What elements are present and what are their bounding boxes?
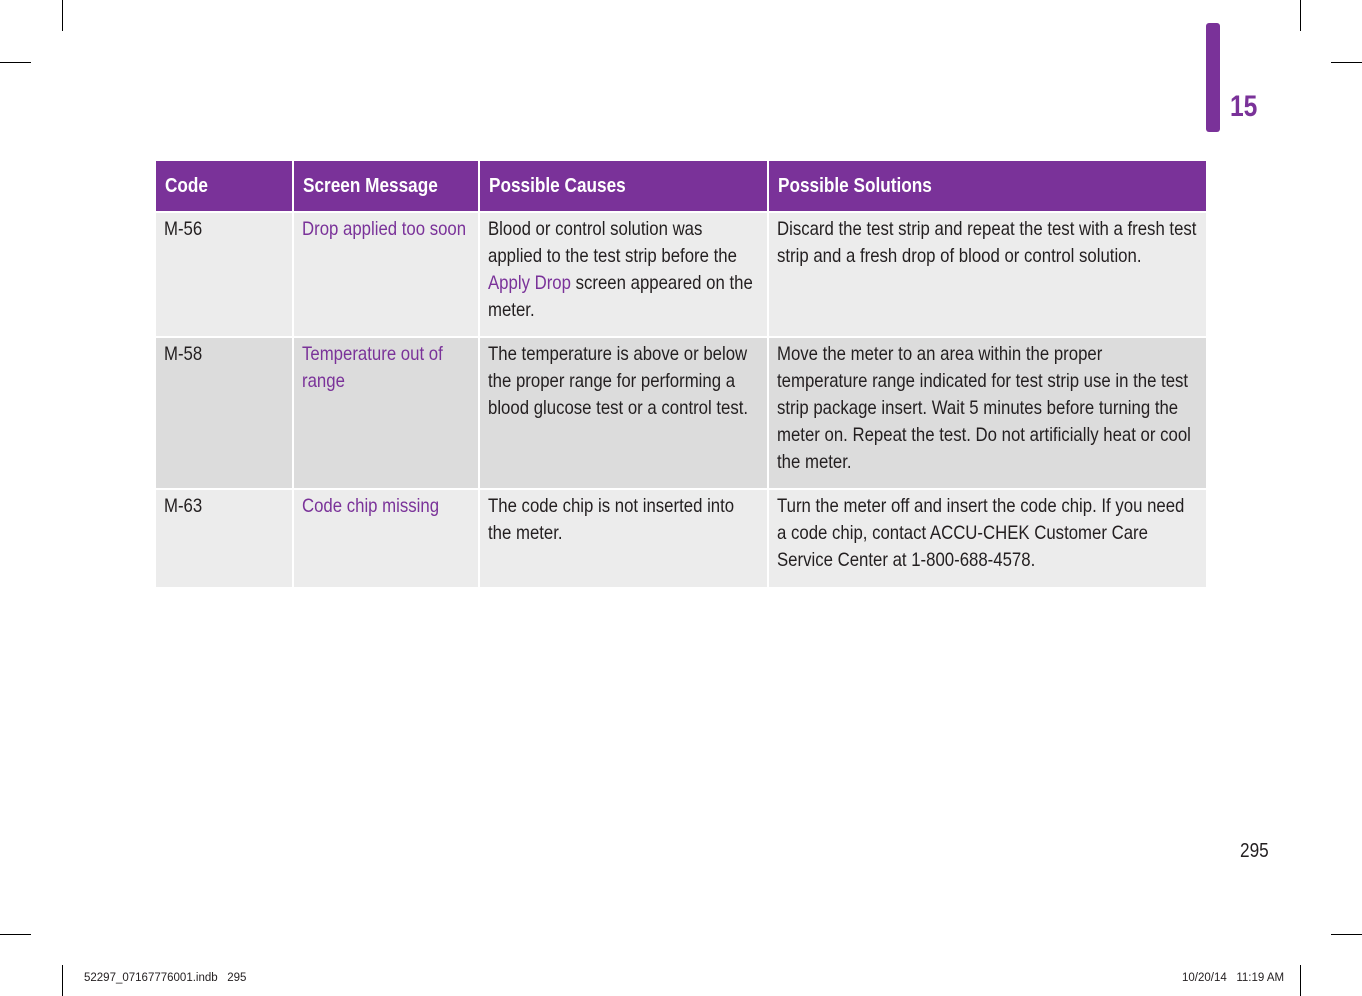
chapter-number: 15: [1230, 90, 1258, 123]
footer-file-info: 52297_07167776001.indb 295: [84, 972, 247, 984]
code-cell: M-56: [156, 212, 293, 337]
code-cell: M-63: [156, 489, 293, 587]
cause-cell: The code chip is not inserted into the meter.: [479, 489, 768, 587]
screen-name-highlight: Apply Drop: [488, 272, 571, 294]
crop-mark: [1300, 0, 1301, 31]
table-header-row: [156, 161, 1206, 212]
table-row: [156, 489, 1206, 587]
page-number: 295: [1240, 840, 1269, 862]
screen-message-cell: Temperature out of range: [293, 337, 479, 489]
crop-mark: [62, 0, 63, 31]
solution-cell: Discard the test strip and repeat the test with a fresh test strip and a fresh drop of blood or control solution.: [768, 212, 1206, 337]
crop-mark: [1300, 965, 1301, 996]
crop-mark: [62, 965, 63, 996]
code-cell: M-58: [156, 337, 293, 489]
cause-cell: Blood or control solution was applied to the test strip before the Apply Drop screen appeared on the meter.: [479, 212, 768, 337]
solution-cell: Move the meter to an area within the proper temperature range indicated for test strip use in the test strip package insert. Wait 5 minutes before turning the meter on. Repeat the test. Do not artificially heat or cool the meter.: [768, 337, 1206, 489]
header-code: Code: [156, 161, 293, 212]
error-messages-table: [156, 161, 1206, 587]
screen-message-cell: Code chip missing: [293, 489, 479, 587]
footer-date-time: 10/20/14 11:19 AM: [1182, 972, 1285, 984]
header-screen-message: Screen Message: [293, 161, 479, 212]
header-possible-solutions: Possible Solutions: [768, 161, 1206, 212]
header-possible-causes: Possible Causes: [479, 161, 768, 212]
table-row: [156, 212, 1206, 337]
solution-cell: Turn the meter off and insert the code chip. If you need a code chip, contact ACCU-CHEK Customer Care Service Center at 1-800-688-4578.: [768, 489, 1206, 587]
crop-mark: [0, 62, 31, 63]
crop-mark: [1331, 934, 1362, 935]
crop-mark: [0, 934, 31, 935]
cause-cell: The temperature is above or below the proper range for performing a blood glucose test or a control test.: [479, 337, 768, 489]
screen-message-cell: Drop applied too soon: [293, 212, 479, 337]
table-row: [156, 337, 1206, 489]
chapter-tab-bar: [1206, 23, 1220, 132]
crop-mark: [1331, 62, 1362, 63]
